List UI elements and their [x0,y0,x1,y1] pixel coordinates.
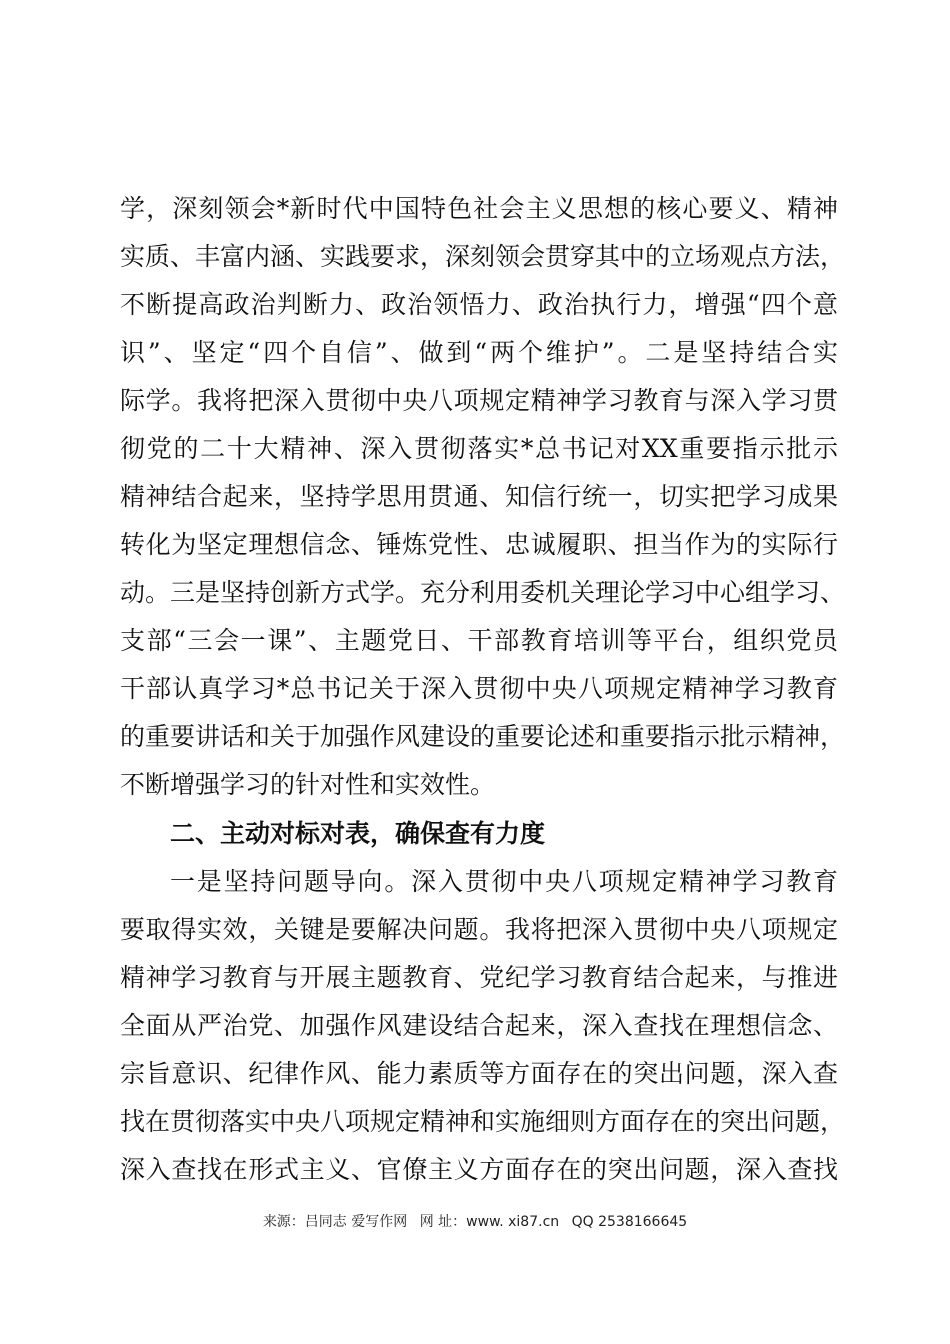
paragraph-line: 干部认真学习*总书记关于深入贯彻中央八项规定精神学习教育 [120,674,838,703]
paragraph-line: 精神学习教育与开展主题教育、党纪学习教育结合起来，与推进 [120,963,838,992]
paragraph-line: 宗旨意识、纪律作风、能力素质等方面存在的突出问题，深入查 [120,1059,838,1088]
section-heading: 二、主动对标对表，确保查有力度 [170,819,546,848]
paragraph-line: 学，深刻领会*新时代中国特色社会主义思想的核心要义、精神 [120,194,838,223]
footer-source: 来源：吕同志 爱写作网 [262,1214,408,1230]
paragraph-line: 一是坚持问题导向。深入贯彻中央八项规定精神学习教育 [170,867,838,896]
paragraph-line: 深入查找在形式主义、官僚主义方面存在的突出问题，深入查找 [120,1155,838,1184]
paragraph-line: 实质、丰富内涵、实践要求，深刻领会贯穿其中的立场观点方法， [120,242,846,271]
footer-site[interactable]: 网 址：www. xi87.cn [419,1214,560,1230]
paragraph-line: 找在贯彻落实中央八项规定精神和实施细则方面存在的突出问题， [120,1107,846,1136]
paragraph-line: 不断提高政治判断力、政治领悟力、政治执行力，增强“四个意 [120,290,838,319]
paragraph-line: 识”、坚定“四个自信”、做到“两个维护”。二是坚持结合实 [120,338,838,367]
paragraph-line: 动。三是坚持创新方式学。充分利用委机关理论学习中心组学习、 [120,578,846,607]
paragraph-line: 彻党的二十大精神、深入贯彻落实*总书记对XX重要指示批示 [120,434,838,463]
page-footer [0,1212,950,1232]
paragraph-line: 际学。我将把深入贯彻中央八项规定精神学习教育与深入学习贯 [120,386,838,415]
footer-qq: QQ 2538166645 [571,1214,688,1230]
paragraph-line: 转化为坚定理想信念、锤炼党性、忠诚履职、担当作为的实际行 [120,530,838,559]
paragraph-line: 全面从严治党、加强作风建设结合起来，深入查找在理想信念、 [120,1011,838,1040]
paragraph-line: 支部“三会一课”、主题党日、干部教育培训等平台，组织党员 [120,626,838,655]
paragraph-line: 不断增强学习的针对性和实效性。 [120,770,496,799]
paragraph-line: 的重要讲话和关于加强作风建设的重要论述和重要指示批示精神， [120,722,846,751]
paragraph-line: 要取得实效，关键是要解决问题。我将把深入贯彻中央八项规定 [120,915,838,944]
paragraph-line: 精神结合起来，坚持学思用贯通、知信行统一，切实把学习成果 [120,482,838,511]
